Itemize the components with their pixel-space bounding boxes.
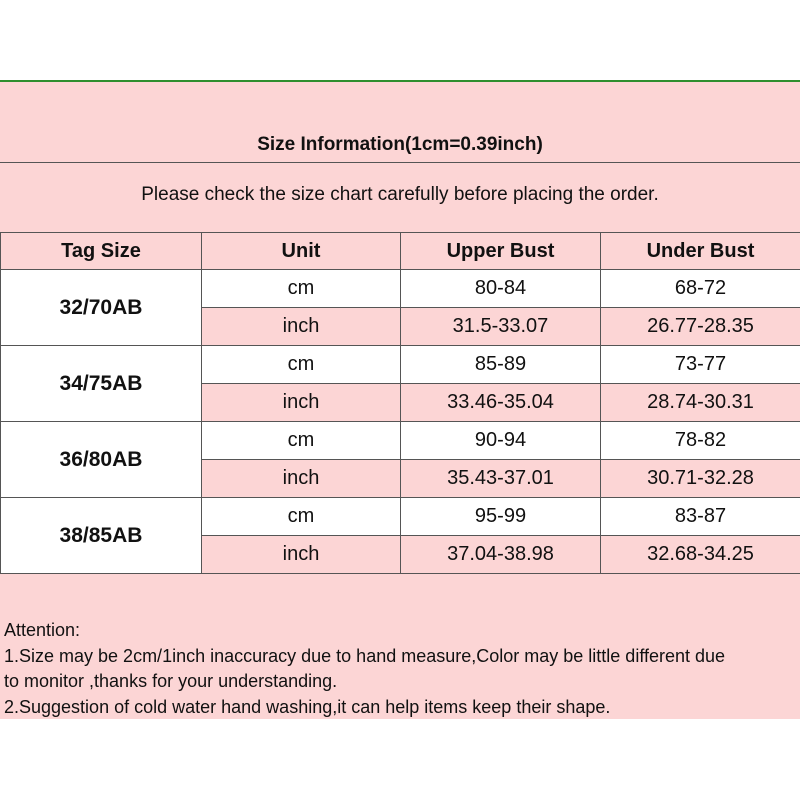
attention-heading: Attention: [4,620,81,640]
note-line: 1.Size may be 2cm/1inch inaccuracy due to hand measure,Color may be little different due [4,645,726,666]
table-row [1,498,800,536]
under-bust-cell: 73-77 [601,346,800,384]
unit-cell: inch [202,384,401,422]
table-row [1,422,800,460]
under-bust-cell: 28.74-30.31 [601,384,800,422]
upper-bust-cell: 90-94 [401,422,601,460]
order-notice: Please check the size chart carefully before placing the order. [141,184,659,205]
title-divider [0,162,800,163]
unit-cell: cm [202,498,401,536]
upper-bust-cell: 33.46-35.04 [401,384,601,422]
unit-cell: inch [202,536,401,574]
under-bust-cell: 26.77-28.35 [601,308,800,346]
upper-bust-cell: 95-99 [401,498,601,536]
table-header-row [1,233,800,270]
under-bust-cell: 68-72 [601,270,800,308]
tag-size-cell: 32/70AB [1,270,202,346]
header-unit: Unit [202,233,401,270]
attention-notes [4,618,796,720]
table-row [1,270,800,308]
under-bust-cell: 78-82 [601,422,800,460]
tag-size-cell: 38/85AB [1,498,202,574]
under-bust-cell: 83-87 [601,498,800,536]
unit-cell: cm [202,270,401,308]
tag-size-cell: 34/75AB [1,346,202,422]
upper-bust-cell: 85-89 [401,346,601,384]
upper-bust-cell: 80-84 [401,270,601,308]
under-bust-cell: 32.68-34.25 [601,536,800,574]
header-upper-bust: Upper Bust [401,233,601,270]
upper-bust-cell: 31.5-33.07 [401,308,601,346]
header-tag-size: Tag Size [1,233,202,270]
under-bust-cell: 30.71-32.28 [601,460,800,498]
unit-cell: inch [202,460,401,498]
size-table [0,232,800,574]
unit-cell: cm [202,422,401,460]
header-under-bust: Under Bust [601,233,800,270]
table-row [1,346,800,384]
upper-bust-cell: 37.04-38.98 [401,536,601,574]
note-line: to monitor ,thanks for your understanding. [4,671,338,691]
tag-size-cell: 36/80AB [1,422,202,498]
unit-cell: inch [202,308,401,346]
unit-cell: cm [202,346,401,384]
chart-title: Size Information(1cm=0.39inch) [257,134,543,155]
note-line: 2.Suggestion of cold water hand washing,it can help items keep their shape. [4,696,611,717]
upper-bust-cell: 35.43-37.01 [401,460,601,498]
